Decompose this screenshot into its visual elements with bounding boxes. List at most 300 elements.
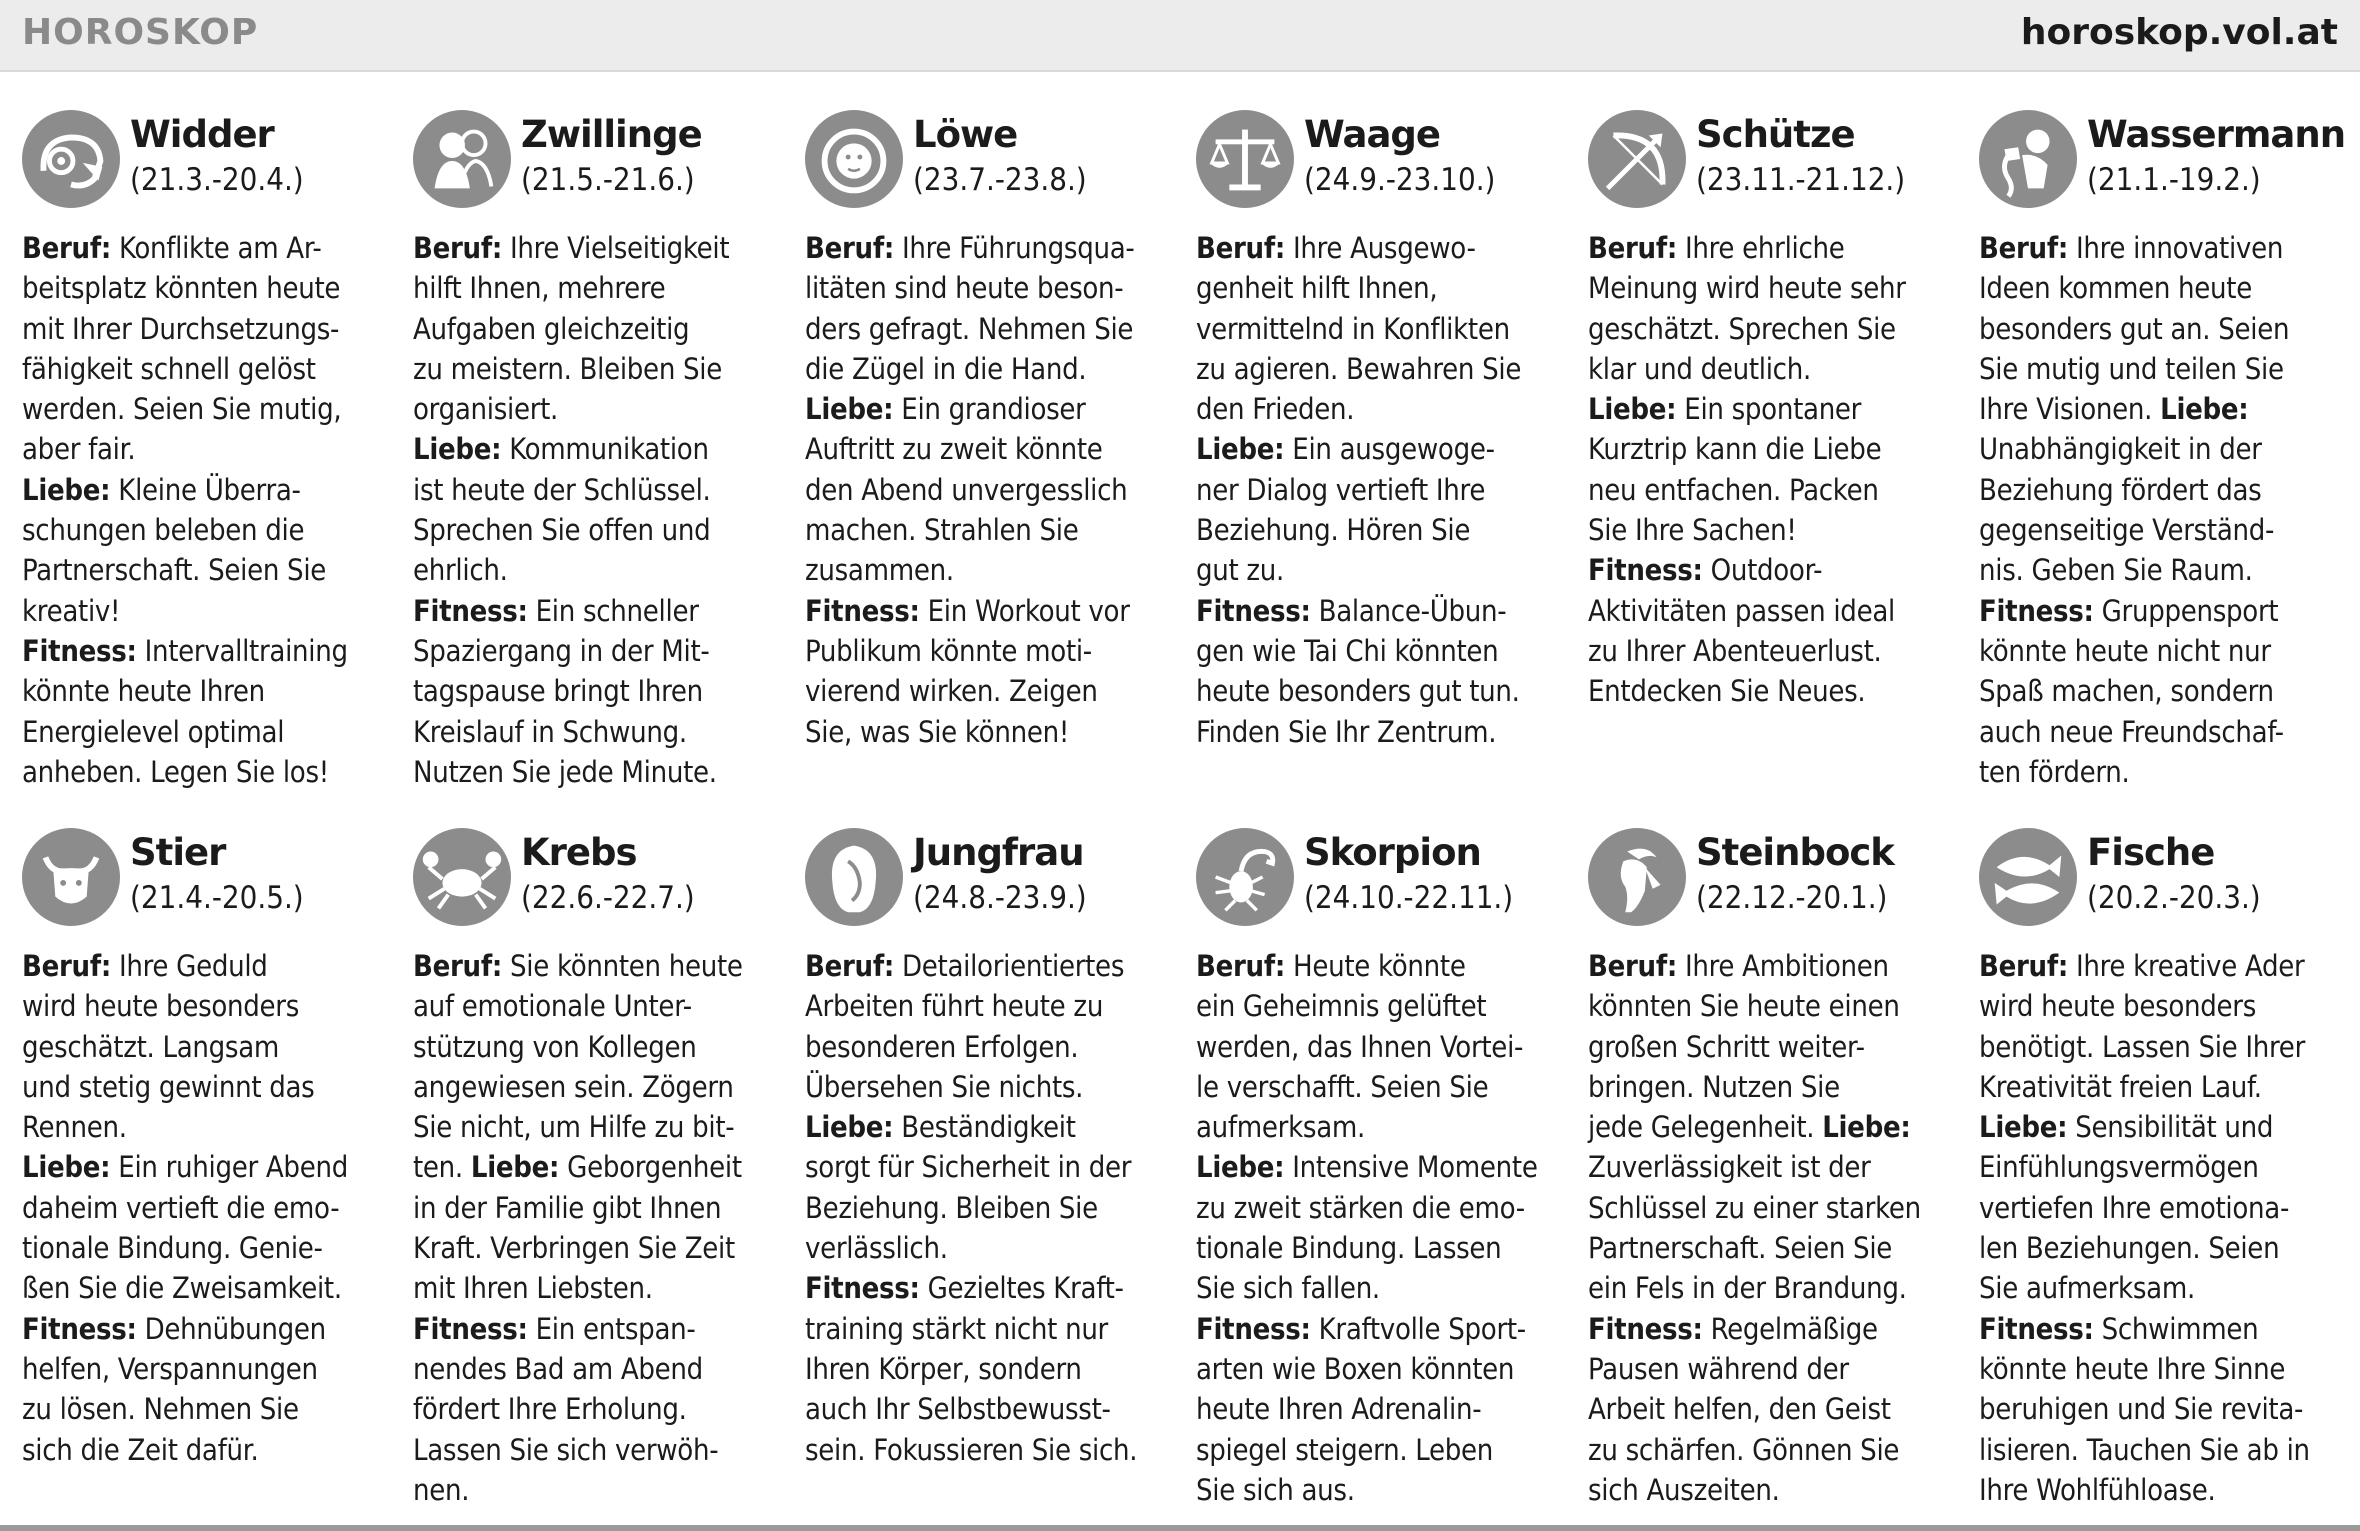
- forecast-line: [22, 1188, 394, 1228]
- forecast-text: Einfühlungsvermögen: [1979, 1150, 2259, 1185]
- forecast-text: Ein spontaner: [1676, 392, 1862, 427]
- forecast-line: [1979, 1470, 2351, 1510]
- category-label: Fitness:: [1588, 1311, 1703, 1346]
- forecast-line: [1196, 510, 1568, 550]
- forecast-text: Ein ausgewoge-: [1284, 432, 1495, 467]
- forecast-line: [805, 349, 1177, 389]
- site-url[interactable]: horoskop.vol.at: [2020, 12, 2338, 53]
- forecast-text: Beständigkeit: [893, 1110, 1076, 1145]
- forecast-line: [22, 946, 394, 986]
- forecast-line: [1979, 712, 2351, 752]
- forecast-text: tagspause bringt Ihren: [413, 674, 703, 709]
- forecast-text: schungen beleben die: [22, 513, 305, 548]
- forecast-line: [413, 946, 785, 986]
- forecast-line: [1979, 631, 2351, 671]
- forecast-text: le verschafft. Seien Sie: [1196, 1069, 1489, 1104]
- forecast-text: den Frieden.: [1196, 392, 1355, 427]
- sign-dates: (21.5.-21.6.): [521, 162, 695, 198]
- forecast-text: Spaziergang in der Mit-: [413, 633, 710, 668]
- forecast-text: Partnerschaft. Seien Sie: [22, 553, 327, 588]
- sign-name: Löwe: [913, 113, 1018, 156]
- forecast-text: Kreativität freien Lauf.: [1979, 1069, 2262, 1104]
- forecast-line: [1196, 946, 1568, 986]
- category-label: Fitness:: [1979, 1311, 2094, 1346]
- virgin-icon: [805, 828, 903, 926]
- forecast-line: [22, 268, 394, 308]
- forecast-line: [1196, 349, 1568, 389]
- category-label: Beruf:: [805, 231, 895, 265]
- forecast-line: [1196, 389, 1568, 429]
- forecast-line: [1588, 1107, 1960, 1147]
- forecast-line: [805, 1067, 1177, 1107]
- forecast-line: [1979, 429, 2351, 469]
- forecast-text: Ideen kommen heute: [1979, 271, 2252, 306]
- forecast-line: [805, 228, 1177, 268]
- forecast-line: [1196, 1107, 1568, 1147]
- forecast-line: [22, 591, 394, 631]
- forecast-text: Ihre Ausgewo-: [1285, 231, 1476, 265]
- forecast-text: Sie Ihre Sachen!: [1588, 513, 1797, 548]
- forecast-text: ist heute der Schlüssel.: [413, 472, 711, 507]
- sign-dates: (24.9.-23.10.): [1304, 162, 1496, 198]
- category-label: Liebe:: [2160, 392, 2249, 427]
- forecast-text: sich Auszeiten.: [1588, 1472, 1780, 1507]
- bull-icon: [22, 828, 120, 926]
- forecast-text: Aufgaben gleichzeitig: [413, 311, 690, 346]
- sign-forecast: [413, 228, 785, 792]
- forecast-text: Kommunikation: [501, 432, 709, 467]
- forecast-line: [413, 631, 785, 671]
- forecast-line: [22, 1349, 394, 1389]
- forecast-line: [805, 946, 1177, 986]
- forecast-text: Heute könnte: [1285, 949, 1466, 983]
- forecast-text: Publikum könnte moti-: [805, 633, 1092, 668]
- category-label: Liebe:: [22, 472, 111, 507]
- forecast-line: [413, 1147, 785, 1187]
- forecast-text: Dehnübungen: [136, 1311, 326, 1346]
- forecast-text: könnte heute nicht nur: [1979, 633, 2271, 668]
- forecast-line: [1979, 752, 2351, 792]
- forecast-line: [1588, 1188, 1960, 1228]
- forecast-line: [805, 550, 1177, 590]
- forecast-line: [1588, 429, 1960, 469]
- forecast-line: [22, 389, 394, 429]
- forecast-line: [22, 349, 394, 389]
- sign-name: Wassermann: [2087, 113, 2346, 156]
- forecast-text: Beziehung fördert das: [1979, 472, 2262, 507]
- forecast-line: [1196, 1349, 1568, 1389]
- category-label: Fitness:: [22, 1311, 137, 1346]
- category-label: Fitness:: [413, 1311, 528, 1346]
- forecast-line: [1979, 1107, 2351, 1147]
- sign-forecast: [805, 946, 1177, 1470]
- forecast-text: lisieren. Tauchen Sie ab in: [1979, 1432, 2310, 1467]
- forecast-line: [1196, 1147, 1568, 1187]
- forecast-text: Regelmäßige: [1702, 1311, 1878, 1346]
- forecast-text: Ein grandioser: [893, 392, 1086, 427]
- forecast-text: Ihre innovativen: [2068, 231, 2284, 265]
- forecast-line: [413, 429, 785, 469]
- category-label: Fitness:: [1588, 553, 1703, 588]
- forecast-line: [413, 228, 785, 268]
- forecast-line: [413, 1470, 785, 1510]
- forecast-text: ten.: [413, 1150, 471, 1185]
- forecast-line: [1196, 986, 1568, 1026]
- forecast-line: [1979, 946, 2351, 986]
- sign-forecast: [22, 228, 394, 792]
- forecast-text: beruhigen und Sie revita-: [1979, 1392, 2304, 1427]
- forecast-text: hilft Ihnen, mehrere: [413, 271, 666, 306]
- forecast-text: vertiefen Ihre emotiona-: [1979, 1190, 2290, 1225]
- forecast-line: [1979, 1027, 2351, 1067]
- forecast-text: anheben. Legen Sie los!: [22, 754, 329, 789]
- forecast-text: mit Ihren Liebsten.: [413, 1271, 653, 1306]
- forecast-text: heute besonders gut tun.: [1196, 674, 1520, 709]
- forecast-line: [1196, 1228, 1568, 1268]
- forecast-line: [413, 752, 785, 792]
- forecast-line: [1979, 389, 2351, 429]
- forecast-text: Meinung wird heute sehr: [1588, 271, 1906, 306]
- forecast-text: in der Familie gibt Ihnen: [413, 1190, 722, 1225]
- forecast-text: Geborgenheit: [559, 1150, 742, 1185]
- forecast-line: [805, 1349, 1177, 1389]
- forecast-text: Ein Workout vor: [919, 593, 1130, 628]
- forecast-text: len Beziehungen. Seien: [1979, 1231, 2280, 1266]
- scorpion-icon: [1196, 828, 1294, 926]
- forecast-line: [22, 631, 394, 671]
- forecast-line: [413, 671, 785, 711]
- category-label: Beruf:: [1588, 231, 1678, 265]
- forecast-text: genheit hilft Ihnen,: [1196, 271, 1438, 306]
- forecast-line: [1979, 550, 2351, 590]
- sign-forecast: [22, 946, 394, 1470]
- forecast-line: [1588, 671, 1960, 711]
- forecast-text: Pausen während der: [1588, 1351, 1849, 1386]
- forecast-line: [1588, 1027, 1960, 1067]
- forecast-text: aber fair.: [22, 432, 136, 467]
- forecast-text: arten wie Boxen könnten: [1196, 1351, 1515, 1386]
- forecast-line: [1196, 712, 1568, 752]
- forecast-text: ßen Sie die Zweisamkeit.: [22, 1271, 342, 1306]
- forecast-text: Kleine Überra-: [110, 472, 301, 507]
- forecast-text: beitsplatz könnten heute: [22, 271, 341, 306]
- forecast-line: [22, 1228, 394, 1268]
- forecast-text: großen Schritt weiter-: [1588, 1029, 1865, 1064]
- forecast-text: neu entfachen. Packen: [1588, 472, 1879, 507]
- category-label: Fitness:: [22, 633, 137, 668]
- sign-forecast: [1588, 228, 1960, 712]
- category-label: Beruf:: [413, 231, 503, 265]
- sign-name: Waage: [1304, 113, 1441, 156]
- category-label: Fitness:: [413, 593, 528, 628]
- sign-dates: (22.6.-22.7.): [521, 880, 695, 916]
- forecast-text: die Zügel in die Hand.: [805, 351, 1087, 386]
- category-label: Fitness:: [805, 593, 920, 628]
- forecast-text: besonders gut an. Seien: [1979, 311, 2290, 346]
- forecast-line: [413, 1027, 785, 1067]
- forecast-line: [1196, 268, 1568, 308]
- forecast-line: [805, 1107, 1177, 1147]
- forecast-text: zusammen.: [805, 553, 954, 588]
- forecast-text: mit Ihrer Durchsetzungs-: [22, 311, 340, 346]
- forecast-line: [1196, 1309, 1568, 1349]
- forecast-line: [413, 1107, 785, 1147]
- forecast-text: Ihre Visionen.: [1979, 392, 2161, 427]
- forecast-text: Detailorientiertes: [894, 949, 1125, 983]
- forecast-line: [1196, 1389, 1568, 1429]
- forecast-line: [1588, 1470, 1960, 1510]
- forecast-line: [22, 1067, 394, 1107]
- forecast-line: [1979, 1147, 2351, 1187]
- sign-name: Stier: [130, 831, 226, 874]
- forecast-text: Sie aufmerksam.: [1979, 1271, 2195, 1306]
- forecast-line: [1196, 671, 1568, 711]
- forecast-text: zu meistern. Bleiben Sie: [413, 351, 723, 386]
- forecast-text: spiegel steigern. Leben: [1196, 1432, 1494, 1467]
- forecast-text: gen wie Tai Chi könnten: [1196, 633, 1499, 668]
- forecast-text: Übersehen Sie nichts.: [805, 1069, 1084, 1104]
- category-label: Beruf:: [1196, 949, 1286, 983]
- forecast-text: auch neue Freundschaf-: [1979, 714, 2284, 749]
- forecast-text: heute Ihren Adrenalin-: [1196, 1392, 1482, 1427]
- forecast-text: zu zweit stärken die emo-: [1196, 1190, 1525, 1225]
- forecast-text: vierend wirken. Zeigen: [805, 674, 1098, 709]
- forecast-text: klar und deutlich.: [1588, 351, 1811, 386]
- water-bearer-icon: [1979, 110, 2077, 208]
- forecast-line: [805, 671, 1177, 711]
- forecast-text: angewiesen sein. Zögern: [413, 1069, 734, 1104]
- forecast-text: daheim vertieft die emo-: [22, 1190, 340, 1225]
- forecast-text: Auftritt zu zweit könnte: [805, 432, 1103, 467]
- forecast-text: Aktivitäten passen ideal: [1588, 593, 1895, 628]
- forecast-line: [1588, 470, 1960, 510]
- forecast-text: geschätzt. Sprechen Sie: [1588, 311, 1896, 346]
- forecast-text: organisiert.: [413, 392, 559, 427]
- forecast-text: Arbeiten führt heute zu: [805, 989, 1104, 1024]
- forecast-line: [1979, 1228, 2351, 1268]
- forecast-line: [1196, 1268, 1568, 1308]
- forecast-text: Zuverlässigkeit ist der: [1588, 1150, 1871, 1185]
- category-label: Beruf:: [1979, 231, 2069, 265]
- forecast-line: [22, 986, 394, 1026]
- forecast-text: wird heute besonders: [22, 989, 300, 1024]
- forecast-line: [1196, 1430, 1568, 1470]
- forecast-text: fördert Ihre Erholung.: [413, 1392, 687, 1427]
- forecast-text: Sie sich aus.: [1196, 1472, 1355, 1507]
- forecast-line: [1979, 268, 2351, 308]
- forecast-text: nis. Geben Sie Raum.: [1979, 553, 2253, 588]
- forecast-line: [805, 309, 1177, 349]
- forecast-line: [805, 1027, 1177, 1067]
- forecast-text: Partnerschaft. Seien Sie: [1588, 1231, 1893, 1266]
- sign-name: Skorpion: [1304, 831, 1481, 874]
- category-label: Fitness:: [1196, 593, 1311, 628]
- forecast-text: nen.: [413, 1472, 470, 1507]
- forecast-text: werden. Seien Sie mutig,: [22, 392, 342, 427]
- forecast-text: vermittelnd in Konflikten: [1196, 311, 1510, 346]
- category-label: Fitness:: [1979, 593, 2094, 628]
- category-label: Beruf:: [22, 231, 112, 265]
- forecast-line: [805, 1309, 1177, 1349]
- forecast-line: [1979, 1309, 2351, 1349]
- crab-icon: [413, 828, 511, 926]
- forecast-line: [1588, 268, 1960, 308]
- category-label: Beruf:: [1588, 949, 1678, 983]
- forecast-text: Energielevel optimal: [22, 714, 285, 749]
- forecast-text: geschätzt. Langsam: [22, 1029, 280, 1064]
- sign-forecast: [413, 946, 785, 1510]
- forecast-line: [22, 712, 394, 752]
- forecast-line: [22, 470, 394, 510]
- forecast-line: [1196, 1470, 1568, 1510]
- category-label: Beruf:: [413, 949, 503, 983]
- forecast-text: benötigt. Lassen Sie Ihrer: [1979, 1029, 2305, 1064]
- category-label: Liebe:: [470, 1150, 560, 1185]
- forecast-line: [413, 550, 785, 590]
- forecast-text: Arbeit helfen, den Geist: [1588, 1392, 1891, 1427]
- forecast-text: Ihre Vielseitigkeit: [502, 231, 730, 265]
- forecast-line: [22, 1027, 394, 1067]
- forecast-line: [805, 1430, 1177, 1470]
- forecast-text: Ihre kreative Ader: [2068, 949, 2305, 983]
- forecast-line: [1196, 1067, 1568, 1107]
- category-label: Liebe:: [805, 1110, 894, 1145]
- sign-dates: (21.4.-20.5.): [130, 880, 304, 916]
- forecast-line: [413, 712, 785, 752]
- forecast-line: [1979, 1389, 2351, 1429]
- forecast-text: Ihre Geduld: [111, 949, 268, 983]
- forecast-line: [22, 510, 394, 550]
- forecast-text: Kraftvolle Sport-: [1310, 1311, 1526, 1346]
- forecast-text: bringen. Nutzen Sie: [1588, 1069, 1840, 1104]
- forecast-line: [1196, 1188, 1568, 1228]
- forecast-line: [1196, 429, 1568, 469]
- forecast-text: fähigkeit schnell gelöst: [22, 351, 316, 386]
- forecast-text: zu lösen. Nehmen Sie: [22, 1392, 299, 1427]
- forecast-line: [413, 1228, 785, 1268]
- forecast-text: Gruppensport: [2093, 593, 2279, 628]
- forecast-text: sich die Zeit dafür.: [22, 1432, 259, 1467]
- sign-name: Fische: [2087, 831, 2215, 874]
- category-label: Beruf:: [1979, 949, 2069, 983]
- category-label: Liebe:: [805, 392, 894, 427]
- forecast-text: ein Fels in der Brandung.: [1588, 1271, 1907, 1306]
- forecast-text: Intensive Momente: [1284, 1150, 1538, 1185]
- forecast-text: besonderen Erfolgen.: [805, 1029, 1079, 1064]
- forecast-line: [22, 752, 394, 792]
- forecast-text: zu Ihrer Abenteuerlust.: [1588, 633, 1882, 668]
- forecast-line: [1196, 228, 1568, 268]
- forecast-text: Schwimmen: [2093, 1311, 2259, 1346]
- forecast-line: [22, 671, 394, 711]
- forecast-line: [805, 389, 1177, 429]
- forecast-line: [1979, 470, 2351, 510]
- forecast-line: [1588, 1268, 1960, 1308]
- forecast-line: [1196, 591, 1568, 631]
- twins-icon: [413, 110, 511, 208]
- forecast-line: [805, 1389, 1177, 1429]
- forecast-line: [22, 1309, 394, 1349]
- forecast-line: [1588, 986, 1960, 1026]
- forecast-text: gut zu.: [1196, 553, 1285, 588]
- category-label: Liebe:: [1822, 1110, 1911, 1145]
- forecast-line: [413, 510, 785, 550]
- sign-dates: (23.7.-23.8.): [913, 162, 1087, 198]
- forecast-text: Gezieltes Kraft-: [919, 1271, 1124, 1306]
- sign-dates: (24.8.-23.9.): [913, 880, 1087, 916]
- forecast-line: [413, 1268, 785, 1308]
- forecast-line: [1979, 349, 2351, 389]
- forecast-line: [22, 1147, 394, 1187]
- sign-name: Jungfrau: [913, 831, 1084, 874]
- forecast-line: [1588, 1430, 1960, 1470]
- category-label: Liebe:: [1196, 1150, 1285, 1185]
- sign-name: Schütze: [1696, 113, 1855, 156]
- forecast-line: [1588, 309, 1960, 349]
- forecast-text: könnte heute Ihre Sinne: [1979, 1351, 2286, 1386]
- forecast-line: [1979, 510, 2351, 550]
- forecast-text: jede Gelegenheit.: [1588, 1110, 1823, 1145]
- sign-dates: (24.10.-22.11.): [1304, 880, 1514, 916]
- forecast-line: [413, 389, 785, 429]
- forecast-line: [805, 631, 1177, 671]
- category-label: Liebe:: [413, 432, 502, 467]
- forecast-line: [1979, 1188, 2351, 1228]
- forecast-text: Kreislauf in Schwung.: [413, 714, 687, 749]
- forecast-text: Nutzen Sie jede Minute.: [413, 754, 717, 789]
- sign-forecast: [1196, 946, 1568, 1510]
- forecast-text: Ihre Ambitionen: [1677, 949, 1889, 983]
- forecast-text: Spaß machen, sondern: [1979, 674, 2274, 709]
- forecast-line: [1979, 1430, 2351, 1470]
- forecast-line: [1196, 309, 1568, 349]
- forecast-text: kreativ!: [22, 593, 121, 628]
- forecast-line: [413, 986, 785, 1026]
- lion-icon: [805, 110, 903, 208]
- forecast-text: litäten sind heute beson-: [805, 271, 1124, 306]
- forecast-line: [805, 470, 1177, 510]
- sign-dates: (22.12.-20.1.): [1696, 880, 1888, 916]
- forecast-text: Kraft. Verbringen Sie Zeit: [413, 1231, 735, 1266]
- forecast-line: [1588, 1228, 1960, 1268]
- sign-forecast: [1196, 228, 1568, 752]
- forecast-text: tionale Bindung. Lassen: [1196, 1231, 1502, 1266]
- forecast-line: [1588, 631, 1960, 671]
- forecast-text: Sie könnten heute: [502, 949, 743, 983]
- forecast-text: auch Ihr Selbstbewusst-: [805, 1392, 1111, 1427]
- forecast-line: [1979, 986, 2351, 1026]
- forecast-line: [1979, 309, 2351, 349]
- sign-forecast: [1588, 946, 1960, 1510]
- forecast-line: [805, 429, 1177, 469]
- forecast-line: [1979, 1268, 2351, 1308]
- forecast-text: ner Dialog vertieft Ihre: [1196, 472, 1486, 507]
- forecast-text: Ein schneller: [527, 593, 699, 628]
- forecast-line: [22, 550, 394, 590]
- forecast-line: [1196, 470, 1568, 510]
- forecast-line: [1979, 1349, 2351, 1389]
- forecast-line: [1588, 510, 1960, 550]
- forecast-line: [1196, 550, 1568, 590]
- forecast-text: Ihre Wohlfühloase.: [1979, 1472, 2216, 1507]
- forecast-line: [22, 228, 394, 268]
- forecast-text: verlässlich.: [805, 1231, 948, 1266]
- forecast-line: [22, 429, 394, 469]
- forecast-text: aufmerksam.: [1196, 1110, 1365, 1145]
- forecast-text: Finden Sie Ihr Zentrum.: [1196, 714, 1497, 749]
- forecast-text: könnten Sie heute einen: [1588, 989, 1900, 1024]
- forecast-line: [413, 1067, 785, 1107]
